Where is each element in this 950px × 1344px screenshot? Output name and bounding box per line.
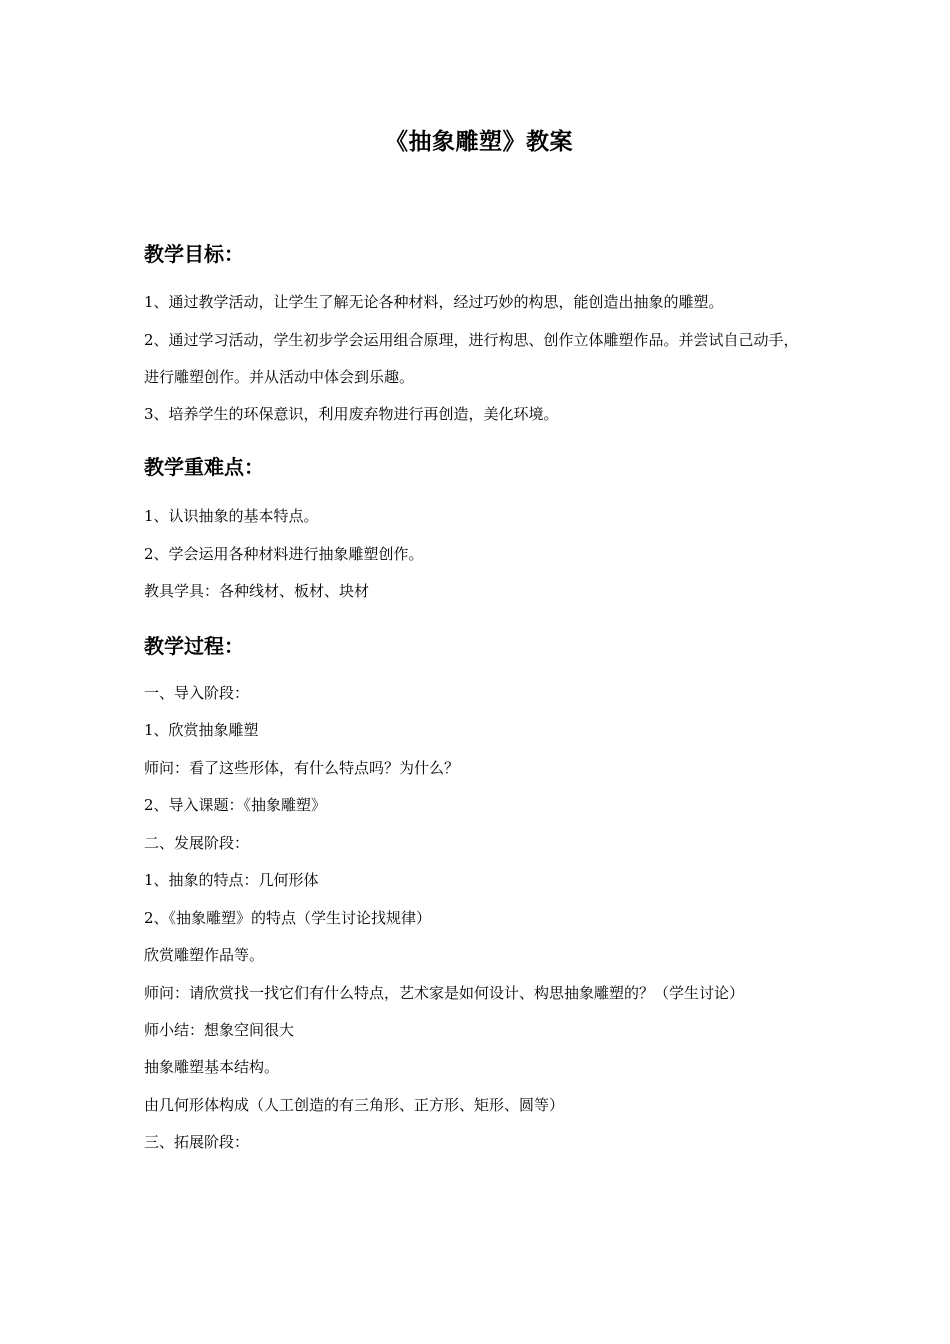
process-item: 师小结：想象空间很大 xyxy=(144,1020,295,1039)
process-item: 抽象雕塑基本结构。 xyxy=(144,1058,280,1076)
process-item: 2、导入课题：《抽象雕塑》 xyxy=(144,796,327,814)
keypoint-item-2: 2、学会运用各种材料进行抽象雕塑创作。 xyxy=(144,544,424,563)
keypoint-item-1: 1、认识抽象的基本特点。 xyxy=(144,507,319,525)
process-item: 师问：看了这些形体，有什么特点吗？为什么？ xyxy=(144,758,460,777)
process-item: 欣赏雕塑作品等。 xyxy=(144,946,265,964)
goal-item-2: 2、通过学习活动，学生初步学会运用组合原理，进行构思、创作立体雕塑作品。并尝试自己动手，进行雕塑创作。并从活动中体会到乐趣。 xyxy=(144,330,799,386)
section-heading-keypoints: 教学重难点： xyxy=(144,455,264,479)
process-item: 由几何形体构成（人工创造的有三角形、正方形、矩形、圆等） xyxy=(144,1095,565,1114)
goal-item-3: 3、培养学生的环保意识，利用废弃物进行再创造，美化环境。 xyxy=(144,404,559,423)
section-teaching-process xyxy=(144,628,808,1162)
section-heading-goals: 教学目标： xyxy=(144,242,244,266)
document-title: 《抽象雕塑》教案 xyxy=(385,129,573,155)
goal-item-1: 1、通过教学活动，让学生了解无论各种材料，经过巧妙的构思，能创造出抽象的雕塑。 xyxy=(144,293,724,311)
process-item: 三、拓展阶段： xyxy=(144,1133,250,1151)
process-item: 1、欣赏抽象雕塑 xyxy=(144,721,259,739)
process-item: 师问：请欣赏找一找它们有什么特点，艺术家是如何设计、构思抽象雕塑的？（学生讨论） xyxy=(144,983,745,1002)
section-key-difficulties xyxy=(144,449,808,611)
teaching-aids: 教具学具：各种线材、板材、块材 xyxy=(144,582,370,600)
document-body xyxy=(144,236,808,1162)
process-item: 一、导入阶段： xyxy=(144,683,250,702)
process-item: 2、《抽象雕塑》的特点（学生讨论找规律） xyxy=(144,908,432,927)
section-heading-process: 教学过程： xyxy=(144,633,244,658)
process-item: 1、抽象的特点：几何形体 xyxy=(144,871,319,889)
process-item: 二、发展阶段： xyxy=(144,833,250,852)
section-teaching-goals xyxy=(144,236,808,433)
